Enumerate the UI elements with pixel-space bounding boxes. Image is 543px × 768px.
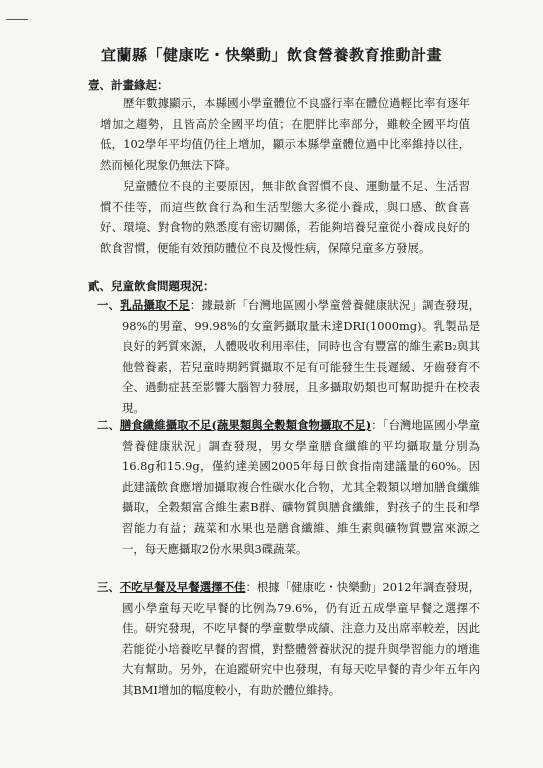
item-number: 二、 [97,418,120,432]
item-number: 一、 [97,298,121,312]
section-heading-problems: 貳、兒童飲食問題現況： [88,279,215,293]
item-topic: 不吃早餐及早餐選擇不佳 [119,580,246,594]
item-topic: 乳品攝取不足 [120,298,190,312]
corner-mark [6,19,28,20]
background-paragraph-2: 兒童體位不良的主要原因，無非飲食習慣不良、運動量不足、生活習慣不佳等，而這些飲食行為和生活型態大多從小養成，與口感、飲食喜好、環境、對食物的熟悉度有密切關係，若能夠培養兒童從小養成良好的飲食習慣，便能有效預防體位不良及慢性病，保障兒童多方發展。 [100,179,470,255]
item-text: ：「台灣地區國小學童營養健康狀況」調查發現，男女學童膳食纖維的平均攝取量分別為16.8g和15.9g，僅約達美國2005年每日飲食指南建議量的60%。因此建議飲食應增加攝取複合性碳水化合物，尤其全穀類以增加膳食纖維攝取，全穀類富含維生素B群、礦物質與膳食纖維，對孩子的生長和學習能力有益；蔬菜和水果也是膳食纖維、維生素與礦物質豐富來源之一，每天應攝取2份水果與3碟蔬菜。 [122,418,480,556]
page-title: 宜蘭縣「健康吃・快樂動」飲食營養教育推動計畫 [100,46,442,64]
background-paragraph-1: 歷年數據顯示，本縣國小學童體位不良盛行率在體位過輕比率有逐年增加之趨勢，且皆高於全國平均值；在肥胖比率部分，雖較全國平均值低，102學年平均值仍往上增加，顯示本縣學童體位過中比率維持以往，然而極化現象仍無法下降。 [100,96,470,172]
item-number: 三、 [97,580,120,594]
problem-item-dairy [97,295,480,419]
problem-item-fiber [97,415,480,559]
problem-item-breakfast [97,577,480,701]
item-topic: 膳食纖維攝取不足(蔬果類與全穀類食物攝取不足) [119,418,372,432]
item-text: ：根據「健康吃・快樂動」2012年調查發現，國小學童每天吃早餐的比例為79.6%，仍有近五成學童早餐之選擇不佳。研究發現，不吃早餐的學童數學成績、注意力及出席率較差，因此若能從小培養吃早餐的習慣，對整體營養狀況的提升與學習能力的增進大有幫助。另外，在追蹤研究中也發現，有每天吃早餐的青少年五年內其BMI增加的幅度較小，有助於體位維持。 [122,580,480,697]
item-text: ：據最新「台灣地區國小學童營養健康狀況」調查發現，98%的男童、99.98%的女童鈣攝取量未達DRI(1000mg)。乳製品是良好的鈣質來源，人體吸收利用率佳，同時也含有豐富的維生素B₂與其他營養素，若兒童時期鈣質攝取不足有可能發生生長遲緩、牙齒發育不全、過動症甚至影響大腦智力發展，且多攝取奶類也可幫助提升在校表現。 [122,298,480,415]
section-heading-background: 壹、計畫緣起： [88,78,169,92]
